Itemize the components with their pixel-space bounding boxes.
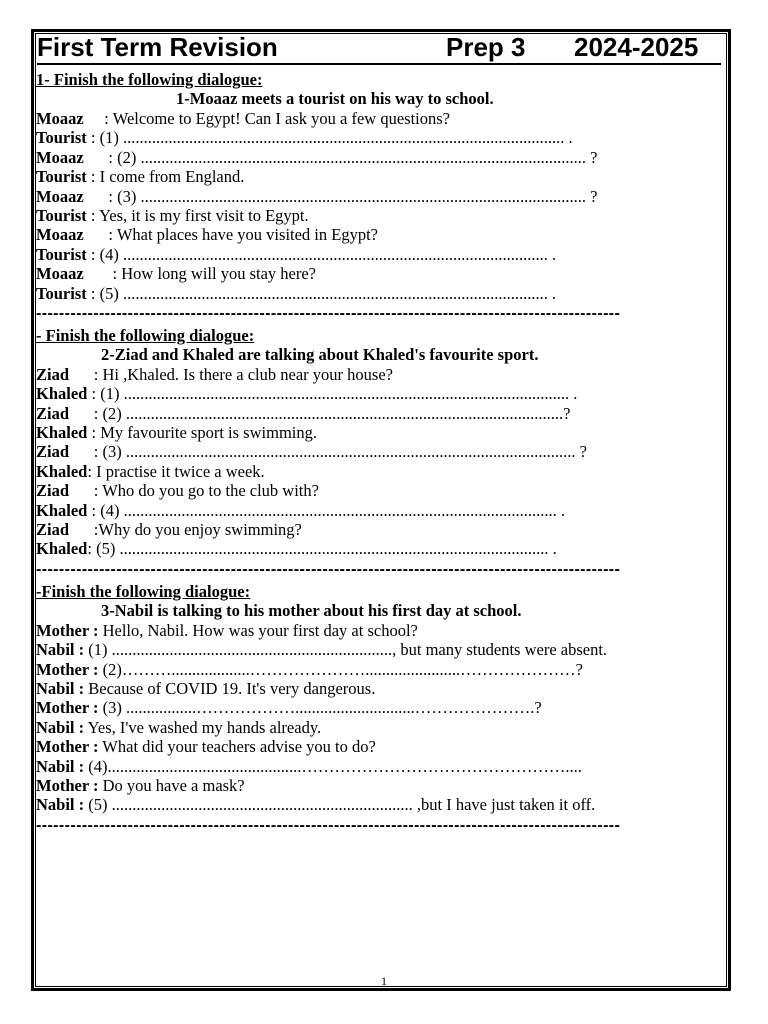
dialogue-text: Yes, it is my first visit to Egypt. <box>98 205 309 225</box>
speaker-separator: : <box>83 225 117 245</box>
speaker-separator: : <box>87 500 101 520</box>
speaker-separator: : <box>86 205 99 225</box>
dialogue-text: My favourite sport is swimming. <box>100 423 317 443</box>
dialogue-line <box>36 462 730 481</box>
speaker-separator: : <box>69 442 103 462</box>
speaker-separator: : <box>69 364 103 384</box>
speaker-separator: : <box>86 283 100 303</box>
dialogue-line <box>36 621 730 640</box>
dialogue-line <box>36 264 730 283</box>
speaker-name: Khaled <box>36 423 88 443</box>
speaker-separator: : <box>83 264 122 284</box>
section-divider: ------------------------------------------------------------------------------------------------------ <box>36 560 621 578</box>
section-heading: -Finish the following dialogue: <box>36 581 251 601</box>
speaker-name: Tourist <box>36 244 87 264</box>
speaker-name: Ziad <box>36 364 70 384</box>
dialogue-line <box>36 128 730 147</box>
dialogue-text: (1) ........................................................................................................... . <box>99 128 573 148</box>
dialogue-line <box>36 284 730 303</box>
dialogue-text: (4) ......................................................................................................... . <box>100 500 565 520</box>
dialogue-line <box>36 206 730 225</box>
dialogue-text: Do you have a mask? <box>102 775 245 795</box>
speaker-name: Tourist <box>36 128 87 148</box>
dialogue-text: What places have you visited in Egypt? <box>116 225 379 245</box>
speaker-separator: : <box>87 539 97 559</box>
speaker-name: Nabil : <box>36 640 85 660</box>
speaker-separator: : <box>83 147 118 167</box>
dialogue-line <box>36 795 730 814</box>
section-subheading: 3-Nabil is talking to his mother about his first day at school. <box>101 600 522 620</box>
speaker-name: Nabil : <box>36 756 85 776</box>
dialogue-line <box>36 225 730 244</box>
dialogue-text: (4)...............................................………………………………………….... <box>88 756 582 776</box>
dialogue-text: Who do you go to the club with? <box>102 481 319 501</box>
grade-label: Prep 3 <box>446 32 526 62</box>
dialogue-text: (2) ..........................................................................................................? <box>102 403 571 423</box>
dialogue-line <box>36 679 730 698</box>
dialogue-text: How long will you stay here? <box>121 264 317 284</box>
page-header <box>37 32 721 65</box>
dialogue-section-2 <box>36 326 730 559</box>
speaker-separator: : <box>83 109 113 128</box>
speaker-name: Mother : <box>36 775 99 795</box>
speaker-separator: : <box>69 481 103 501</box>
dialogue-text: Hi ,Khaled. Is there a club near your house? <box>102 364 393 384</box>
dialogue-line <box>36 404 730 423</box>
dialogue-text: Why do you enjoy swimming? <box>98 520 302 540</box>
dialogue-line <box>36 384 730 403</box>
section-subheading: 1-Moaaz meets a tourist on his way to school. <box>176 89 494 108</box>
speaker-name: Moaaz <box>36 109 84 128</box>
dialogue-text: Welcome to Egypt! Can I ask you a few questions? <box>112 109 450 128</box>
dialogue-text: (2) ............................................................................................................ ? <box>117 147 598 167</box>
dialogue-line <box>36 539 730 558</box>
speaker-name: Nabil : <box>36 717 85 737</box>
page-number: 1 <box>381 974 387 988</box>
speaker-separator: : <box>83 186 118 206</box>
dialogue-line <box>36 187 730 206</box>
speaker-separator: : <box>69 403 103 423</box>
speaker-separator: : <box>86 128 100 148</box>
speaker-name: Ziad <box>36 403 70 423</box>
speaker-name: Nabil : <box>36 678 85 698</box>
dialogue-text: (5) ........................................................................................................ . <box>96 539 557 559</box>
dialogue-line <box>36 757 730 776</box>
dialogue-text: (3) .................……………….............................………………….? <box>102 698 542 718</box>
speaker-name: Mother : <box>36 659 99 679</box>
dialogue-text: (1) ...................................................................., but many students were absent. <box>88 640 608 660</box>
speaker-name: Khaled <box>36 461 88 481</box>
section-divider: ------------------------------------------------------------------------------------------------------ <box>36 304 621 322</box>
dialogue-line <box>36 520 730 539</box>
dialogue-line <box>36 423 730 442</box>
speaker-name: Ziad <box>36 481 70 501</box>
dialogue-text: Yes, I've washed my hands already. <box>87 717 322 737</box>
school-year: 2024-2025 <box>574 32 699 62</box>
dialogue-line <box>36 148 730 167</box>
dialogue-text: Because of COVID 19. It's very dangerous. <box>88 678 376 698</box>
speaker-name: Khaled <box>36 500 88 520</box>
speaker-name: Moaaz <box>36 225 84 245</box>
speaker-name: Mother : <box>36 737 99 757</box>
speaker-name: Tourist <box>36 283 87 303</box>
dialogue-line <box>36 737 730 756</box>
speaker-name: Nabil : <box>36 795 85 815</box>
speaker-separator: : <box>87 461 97 481</box>
section-divider: ------------------------------------------------------------------------------------------------------ <box>36 816 621 834</box>
speaker-name: Moaaz <box>36 264 84 284</box>
speaker-separator: : <box>86 167 100 187</box>
dialogue-text: What did your teachers advise you to do? <box>102 737 376 757</box>
speaker-name: Mother : <box>36 620 99 640</box>
dialogue-text: (4) ....................................................................................................... . <box>99 244 557 264</box>
speaker-separator: : <box>86 244 100 264</box>
speaker-name: Khaled <box>36 539 88 559</box>
worksheet-content <box>36 70 730 836</box>
speaker-name: Khaled <box>36 384 88 404</box>
dialogue-text: (5) ......................................................................... ,but I have just taken it off. <box>88 795 596 815</box>
speaker-separator: : <box>87 384 101 404</box>
dialogue-section-1 <box>36 70 730 303</box>
speaker-name: Tourist <box>36 205 87 225</box>
dialogue-text: (3) ............................................................................................................. ? <box>102 442 587 462</box>
speaker-name: Ziad <box>36 442 70 462</box>
section-subheading: 2-Ziad and Khaled are talking about Khaled's favourite sport. <box>101 344 539 364</box>
dialogue-line <box>36 167 730 186</box>
dialogue-text: I practise it twice a week. <box>96 461 265 481</box>
dialogue-line <box>36 245 730 264</box>
speaker-name: Mother : <box>36 698 99 718</box>
dialogue-line <box>36 660 730 679</box>
dialogue-line <box>36 109 730 128</box>
dialogue-line <box>36 501 730 520</box>
speaker-name: Tourist <box>36 167 87 187</box>
section-heading: 1- Finish the following dialogue: <box>36 70 263 89</box>
dialogue-text: (1) ............................................................................................................ . <box>100 384 578 404</box>
dialogue-text: (2)………...................………………….......................…………………? <box>102 659 583 679</box>
dialogue-line <box>36 776 730 795</box>
speaker-name: Moaaz <box>36 147 84 167</box>
dialogue-text: (3) ............................................................................................................ ? <box>117 186 598 206</box>
speaker-separator: : <box>87 423 101 443</box>
page-title: First Term Revision <box>37 32 278 62</box>
dialogue-line <box>36 365 730 384</box>
dialogue-text: Hello, Nabil. How was your first day at school? <box>102 620 418 640</box>
dialogue-section-3 <box>36 582 730 815</box>
section-heading: - Finish the following dialogue: <box>36 325 255 345</box>
dialogue-line <box>36 640 730 659</box>
dialogue-text: (5) ....................................................................................................... . <box>99 283 557 303</box>
dialogue-line <box>36 698 730 717</box>
dialogue-text: I come from England. <box>99 167 245 187</box>
dialogue-line <box>36 718 730 737</box>
speaker-separator: : <box>69 520 99 540</box>
dialogue-line <box>36 481 730 500</box>
speaker-name: Ziad <box>36 520 70 540</box>
dialogue-line <box>36 442 730 461</box>
speaker-name: Moaaz <box>36 186 84 206</box>
